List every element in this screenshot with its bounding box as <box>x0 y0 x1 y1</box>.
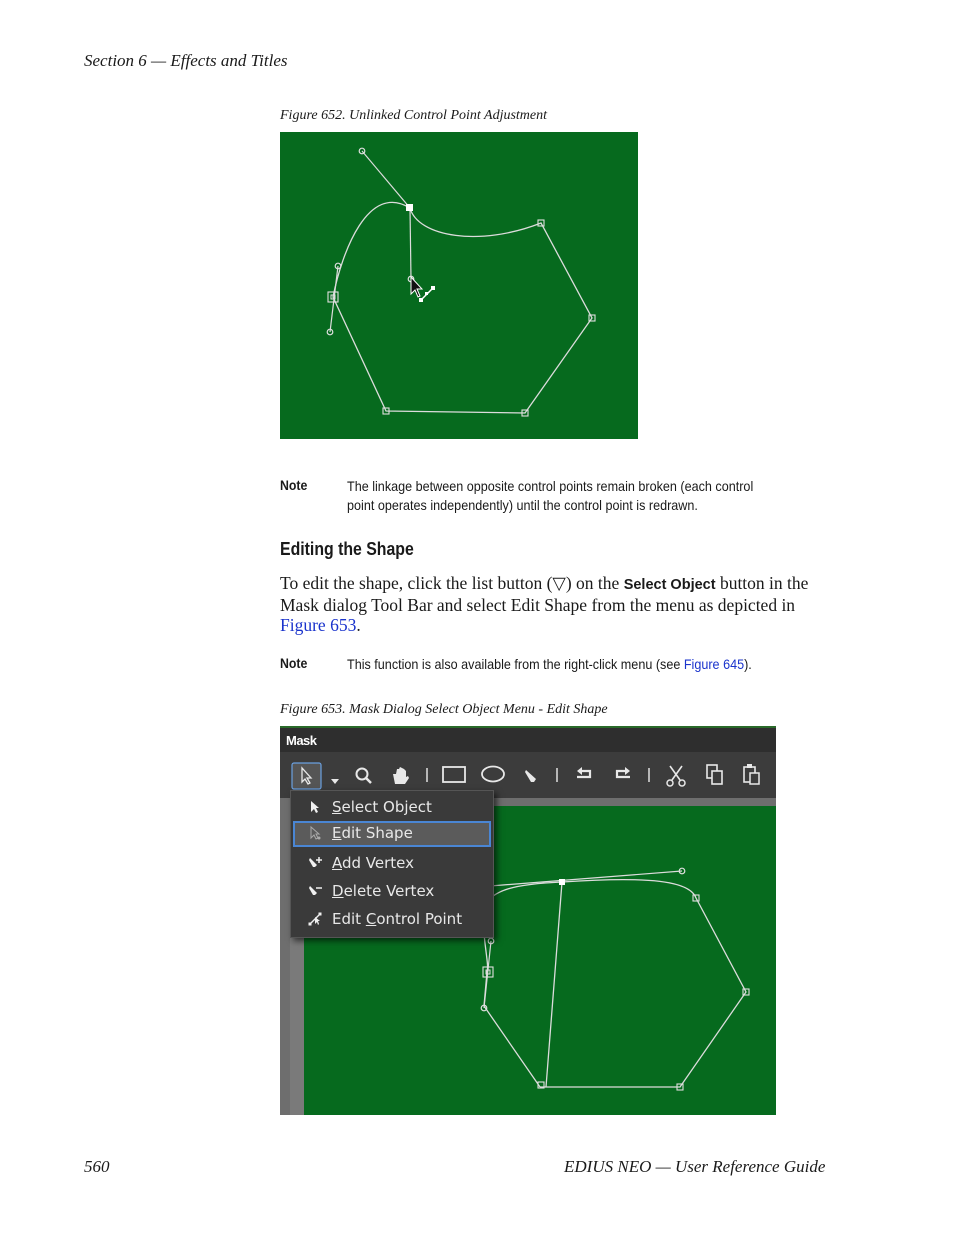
body-paragraph <box>280 573 845 635</box>
menu-item-label <box>332 824 413 842</box>
paragraph-text: . <box>356 615 361 635</box>
menu-label-rest: ontrol Point <box>376 910 463 928</box>
running-header: Section 6 — Effects and Titles <box>84 51 288 70</box>
add-vertex-icon <box>307 855 323 871</box>
paragraph-text: To edit the shape, click the list button (▽) on the <box>280 573 624 593</box>
menu-item-delete-vertex[interactable] <box>293 879 491 905</box>
canvas-background <box>280 132 638 439</box>
note-text <box>347 477 753 515</box>
menu-mnemonic: S <box>332 798 342 816</box>
figure-653-link[interactable]: Figure 653 <box>280 615 357 635</box>
menu-label-rest: elete Vertex <box>343 882 435 900</box>
select-arrow-icon <box>307 799 323 815</box>
mask-shape-path <box>484 880 746 1087</box>
section-heading: Editing the Shape <box>280 539 414 559</box>
control-point-cursor-mid <box>425 292 428 295</box>
menu-item-edit-shape[interactable] <box>293 821 491 847</box>
edit-shape-icon <box>307 825 323 841</box>
mask-dialog-title: Mask <box>286 733 317 748</box>
note-label: Note <box>280 655 308 671</box>
guide-title: EDIUS NEO — User Reference Guide <box>564 1157 826 1176</box>
menu-item-select-object[interactable] <box>293 795 491 821</box>
mask-dialog-screenshot <box>280 726 776 1115</box>
delete-vertex-icon <box>307 883 323 899</box>
figure-653-caption: Figure 653. Mask Dialog Select Object Menu - Edit Shape <box>280 702 608 717</box>
menu-item-label <box>332 798 432 816</box>
ui-term: Select Object <box>623 577 716 593</box>
control-point-cursor-end <box>419 298 423 302</box>
unlinked-shape-canvas <box>280 132 638 439</box>
selected-vertex[interactable] <box>406 204 413 211</box>
note-text-part: ). <box>744 656 752 672</box>
menu-item-add-vertex[interactable] <box>293 851 491 877</box>
menu-mnemonic: E <box>332 824 342 842</box>
menu-label-start: Edit <box>332 910 366 928</box>
menu-item-label <box>332 854 414 872</box>
control-point-cursor-end <box>431 286 435 290</box>
figure-652-caption: Figure 652. Unlinked Control Point Adjustment <box>280 108 548 123</box>
control-handle-line <box>490 871 682 886</box>
figure-645-link[interactable]: Figure 645 <box>683 656 745 672</box>
note-text-part: This function is also available from the right-click menu (see <box>347 656 684 672</box>
note-line: point operates independently) until the control point is redrawn. <box>347 497 698 513</box>
selected-vertex[interactable] <box>559 879 565 885</box>
menu-mnemonic: D <box>332 882 344 900</box>
note-line: The linkage between opposite control points remain broken (each control <box>347 478 754 494</box>
menu-item-label <box>332 910 462 928</box>
page-number: 560 <box>84 1157 110 1176</box>
menu-item-label <box>332 882 434 900</box>
menu-mnemonic: C <box>365 910 377 928</box>
paragraph-text: button in the Mask dialog Tool Bar and select Edit Shape from the menu as depicted in <box>280 573 809 615</box>
edit-control-point-icon <box>307 911 323 927</box>
menu-label-rest: dd Vertex <box>342 854 415 872</box>
note-text <box>347 655 752 674</box>
figure-652-image <box>280 132 638 439</box>
menu-label-rest: elect Object <box>341 798 432 816</box>
menu-item-edit-control-point[interactable] <box>293 907 491 933</box>
menu-mnemonic: A <box>332 854 342 872</box>
note-label: Note <box>280 477 308 493</box>
select-object-menu <box>290 790 494 938</box>
menu-label-rest: dit Shape <box>341 824 413 842</box>
